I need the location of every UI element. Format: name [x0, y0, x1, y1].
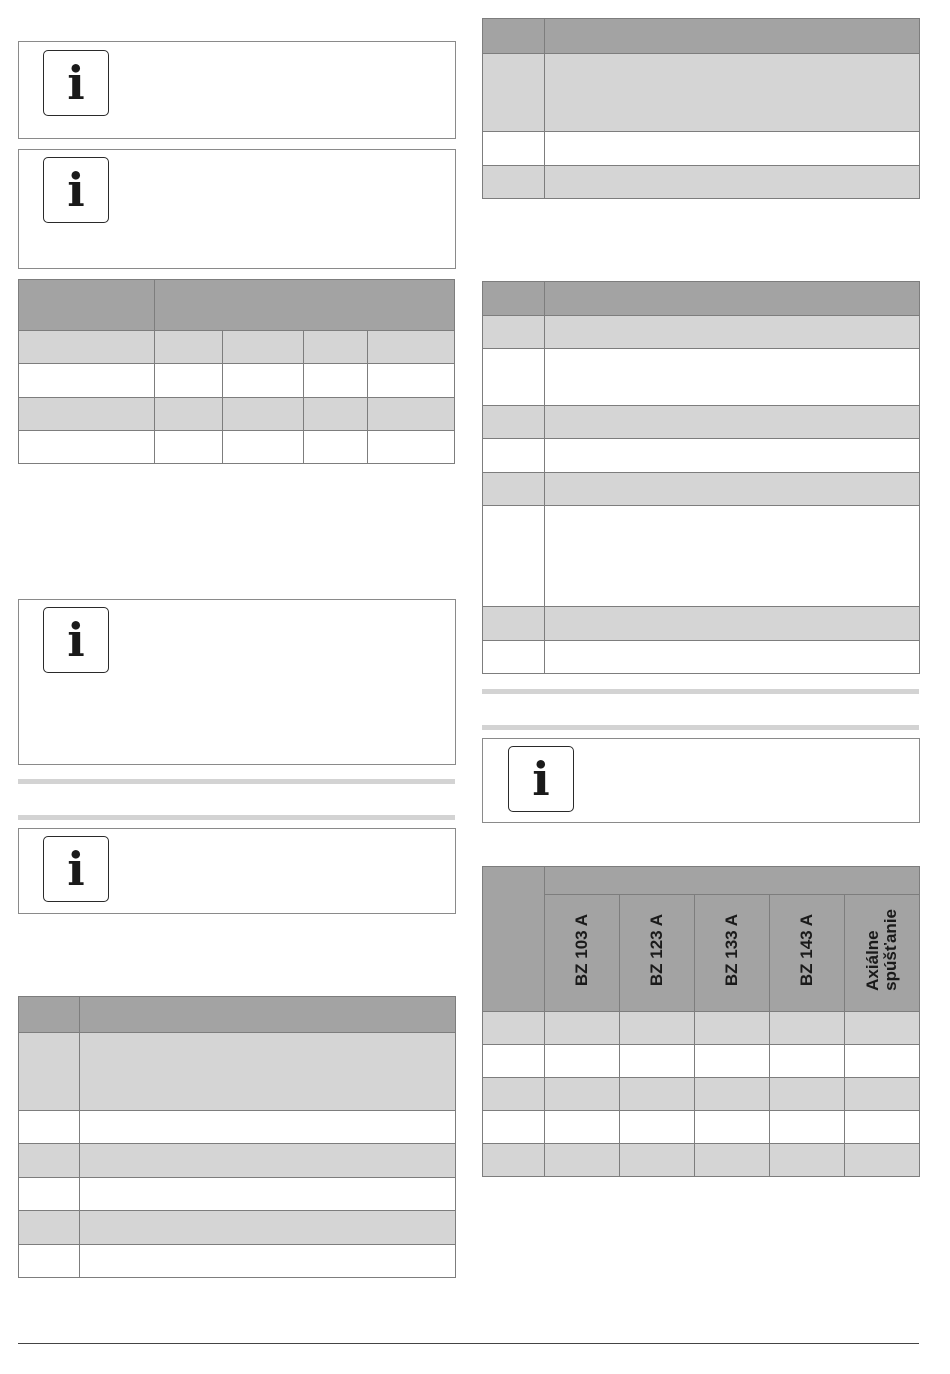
- info-icon: i: [43, 836, 109, 902]
- section-divider: [482, 725, 919, 730]
- table-row: [483, 1111, 920, 1144]
- column-header-label: BZ 103 A: [572, 913, 592, 987]
- table-row: [19, 1211, 456, 1245]
- table-row: [19, 1178, 456, 1211]
- info-box-3: [18, 599, 456, 765]
- table-header-cell: [545, 867, 920, 895]
- table-row: [483, 1045, 920, 1078]
- table-row: [483, 473, 920, 506]
- footer-rule: [18, 1343, 919, 1344]
- table-row: [483, 1078, 920, 1111]
- table-row: [483, 439, 920, 473]
- table-row: [483, 132, 920, 166]
- table-row: [483, 506, 920, 607]
- table-row: [483, 406, 920, 439]
- table-row: [483, 54, 920, 132]
- table-header-cell: [545, 282, 920, 316]
- section-divider: [18, 815, 455, 820]
- table-row: [483, 1012, 920, 1045]
- section-divider: [18, 779, 455, 784]
- table-header-cell: [483, 867, 545, 1012]
- left-table-2: [18, 996, 456, 1278]
- right-table-3: [482, 866, 920, 1177]
- table-row: [483, 316, 920, 349]
- info-icon: i: [43, 50, 109, 116]
- info-icon: i: [508, 746, 574, 812]
- table-row: [483, 166, 920, 199]
- table-header-cell: [19, 997, 80, 1033]
- table-header-cell: [80, 997, 456, 1033]
- table-row: [19, 431, 455, 464]
- table-row: [19, 364, 455, 398]
- table-header-cell: [155, 280, 455, 331]
- table-row: [19, 331, 455, 364]
- table-row: [483, 607, 920, 641]
- right-table-2: [482, 281, 920, 674]
- info-box-5: [482, 738, 920, 823]
- info-icon: i: [43, 157, 109, 223]
- table-row: [19, 1144, 456, 1178]
- table-row: [19, 1111, 456, 1144]
- column-header-label: Axiálne spúšťanie: [863, 909, 901, 991]
- column-header: [695, 895, 770, 1012]
- column-header: [770, 895, 845, 1012]
- left-table-1: [18, 279, 455, 464]
- column-header: [545, 895, 620, 1012]
- table-row: [19, 1033, 456, 1111]
- column-header-label: BZ 133 A: [722, 913, 742, 987]
- right-table-1: [482, 18, 920, 199]
- column-header-label: BZ 143 A: [797, 913, 817, 987]
- table-header-cell: [483, 282, 545, 316]
- table-header-cell: [19, 280, 155, 331]
- table-header-cell: [483, 19, 545, 54]
- info-box-2: [18, 149, 456, 269]
- table-header-cell: [545, 19, 920, 54]
- table-row: [19, 398, 455, 431]
- info-icon: i: [43, 607, 109, 673]
- column-header: [620, 895, 695, 1012]
- info-box-1: [18, 41, 456, 139]
- table-row: [19, 1245, 456, 1278]
- column-header: [845, 895, 920, 1012]
- table-row: [483, 349, 920, 406]
- info-box-4: [18, 828, 456, 914]
- section-divider: [482, 689, 919, 694]
- column-header-label: BZ 123 A: [647, 913, 667, 987]
- table-row: [483, 641, 920, 674]
- table-row: [483, 1144, 920, 1177]
